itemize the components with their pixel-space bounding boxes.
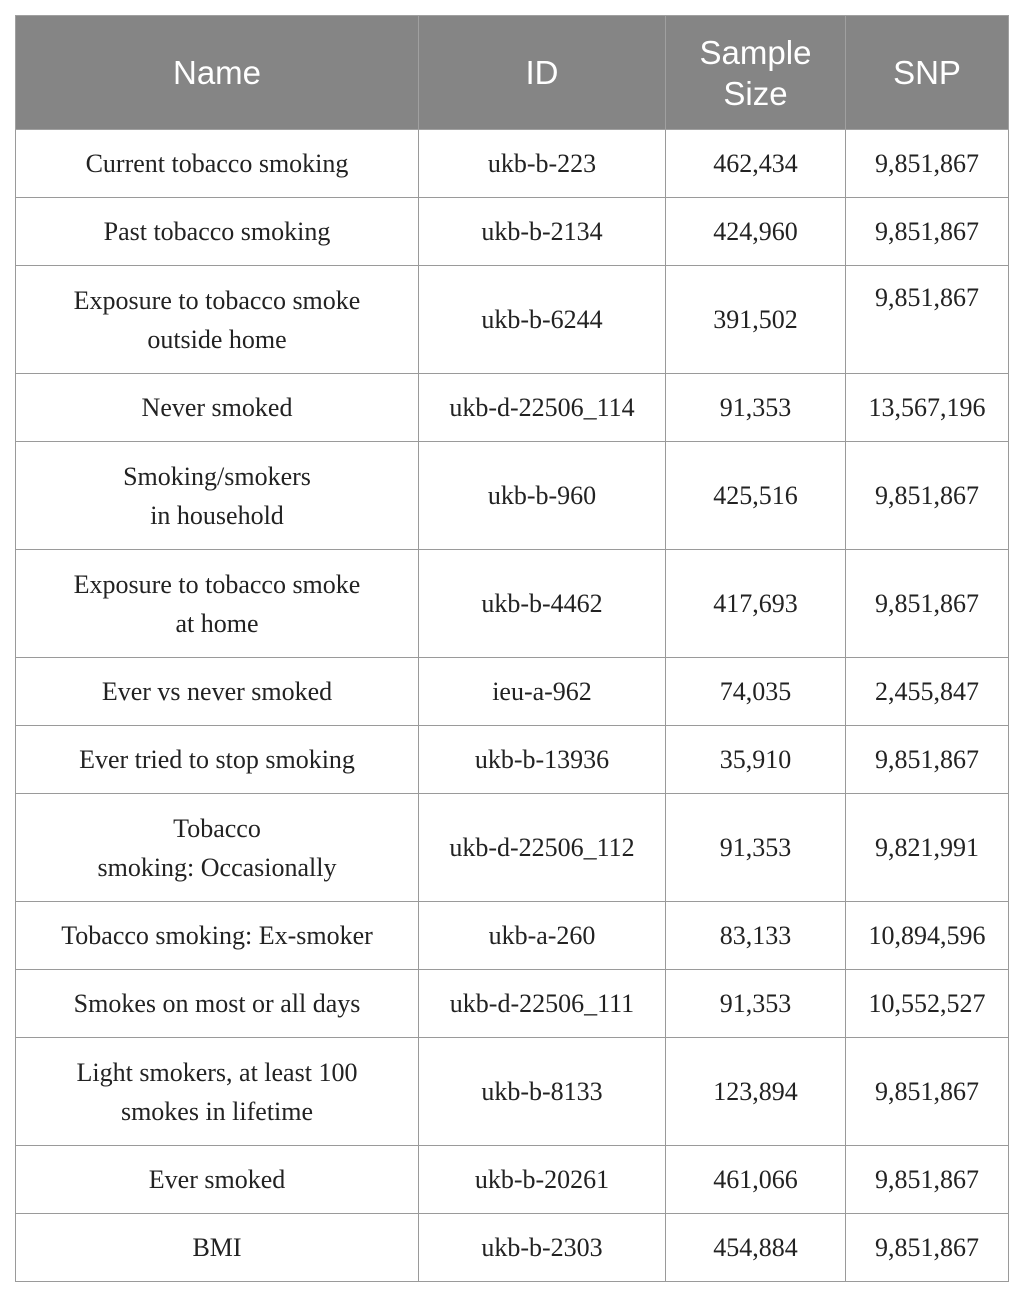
cell-name [16, 726, 419, 794]
cell-name-text: Ever smoked [148, 1165, 286, 1194]
cell-snp: 10,552,527 [846, 970, 1009, 1038]
header-id: ID [419, 16, 666, 130]
cell-id: ukb-d-22506_114 [419, 374, 666, 442]
cell-id: ukb-a-260 [419, 902, 666, 970]
cell-snp: 9,851,867 [846, 550, 1009, 658]
cell-name-text: Never smoked [141, 393, 293, 422]
header-sample-size: Sample Size [666, 16, 846, 130]
table-header [16, 16, 1009, 130]
cell-snp: 9,821,991 [846, 794, 1009, 902]
cell-snp: 9,851,867 [846, 1146, 1009, 1214]
cell-snp: 9,851,867 [846, 198, 1009, 266]
cell-name [16, 1214, 419, 1282]
cell-name-text: BMI [192, 1233, 242, 1262]
cell-name-text: Ever vs never smoked [101, 677, 333, 706]
cell-snp: 9,851,867 [846, 130, 1009, 198]
cell-name-text: Tobacco smoking: Occasionally [97, 813, 337, 882]
cell-id: ukb-b-4462 [419, 550, 666, 658]
table-row [16, 550, 1009, 658]
table-row [16, 266, 1009, 374]
cell-sample-size: 417,693 [666, 550, 846, 658]
table-row [16, 1038, 1009, 1146]
cell-id: ukb-b-2134 [419, 198, 666, 266]
table-body [16, 130, 1009, 1282]
table-row [16, 1214, 1009, 1282]
cell-sample-size: 425,516 [666, 442, 846, 550]
cell-name-text: Past tobacco smoking [103, 217, 331, 246]
header-name: Name [16, 16, 419, 130]
header-snp: SNP [846, 16, 1009, 130]
cell-snp: 9,851,867 [846, 1038, 1009, 1146]
cell-name-text: Tobacco smoking: Ex-smoker [61, 921, 373, 950]
cell-name-text: Exposure to tobacco smoke at home [73, 569, 361, 638]
table-row [16, 374, 1009, 442]
cell-id: ukb-b-2303 [419, 1214, 666, 1282]
cell-snp: 9,851,867 [846, 266, 1009, 374]
cell-name [16, 442, 419, 550]
cell-name [16, 550, 419, 658]
cell-name [16, 266, 419, 374]
table-row [16, 1146, 1009, 1214]
cell-name [16, 658, 419, 726]
cell-snp: 9,851,867 [846, 442, 1009, 550]
cell-sample-size: 391,502 [666, 266, 846, 374]
data-table [15, 15, 1009, 1282]
cell-id: ukb-d-22506_112 [419, 794, 666, 902]
cell-sample-size: 74,035 [666, 658, 846, 726]
cell-id: ukb-b-13936 [419, 726, 666, 794]
cell-snp: 13,567,196 [846, 374, 1009, 442]
cell-snp: 2,455,847 [846, 658, 1009, 726]
cell-id: ukb-b-6244 [419, 266, 666, 374]
cell-snp: 9,851,867 [846, 1214, 1009, 1282]
cell-id: ukb-b-223 [419, 130, 666, 198]
cell-name [16, 374, 419, 442]
cell-snp: 9,851,867 [846, 726, 1009, 794]
cell-name-text: Current tobacco smoking [85, 149, 349, 178]
cell-sample-size: 83,133 [666, 902, 846, 970]
cell-sample-size: 462,434 [666, 130, 846, 198]
cell-id: ieu-a-962 [419, 658, 666, 726]
cell-sample-size: 424,960 [666, 198, 846, 266]
table-row [16, 726, 1009, 794]
cell-id: ukb-d-22506_111 [419, 970, 666, 1038]
cell-sample-size: 461,066 [666, 1146, 846, 1214]
cell-name-text: Smokes on most or all days [73, 989, 361, 1018]
cell-sample-size: 35,910 [666, 726, 846, 794]
cell-name-text: Exposure to tobacco smoke outside home [73, 285, 361, 354]
table-row [16, 902, 1009, 970]
table-row [16, 130, 1009, 198]
cell-name [16, 794, 419, 902]
cell-name [16, 1146, 419, 1214]
cell-name [16, 1038, 419, 1146]
table-row [16, 658, 1009, 726]
table-row [16, 442, 1009, 550]
cell-sample-size: 454,884 [666, 1214, 846, 1282]
cell-name [16, 970, 419, 1038]
cell-sample-size: 123,894 [666, 1038, 846, 1146]
cell-snp: 10,894,596 [846, 902, 1009, 970]
cell-name [16, 198, 419, 266]
cell-name [16, 130, 419, 198]
cell-name-text: Ever tried to stop smoking [79, 745, 355, 774]
cell-sample-size: 91,353 [666, 794, 846, 902]
cell-name [16, 902, 419, 970]
cell-name-text: Light smokers, at least 100 smokes in lifetime [76, 1057, 358, 1126]
cell-id: ukb-b-20261 [419, 1146, 666, 1214]
cell-sample-size: 91,353 [666, 970, 846, 1038]
header-row [16, 16, 1009, 130]
cell-id: ukb-b-8133 [419, 1038, 666, 1146]
cell-name-text: Smoking/smokers in household [123, 461, 311, 530]
cell-sample-size: 91,353 [666, 374, 846, 442]
table-row [16, 970, 1009, 1038]
table-row [16, 198, 1009, 266]
cell-id: ukb-b-960 [419, 442, 666, 550]
table-row [16, 794, 1009, 902]
